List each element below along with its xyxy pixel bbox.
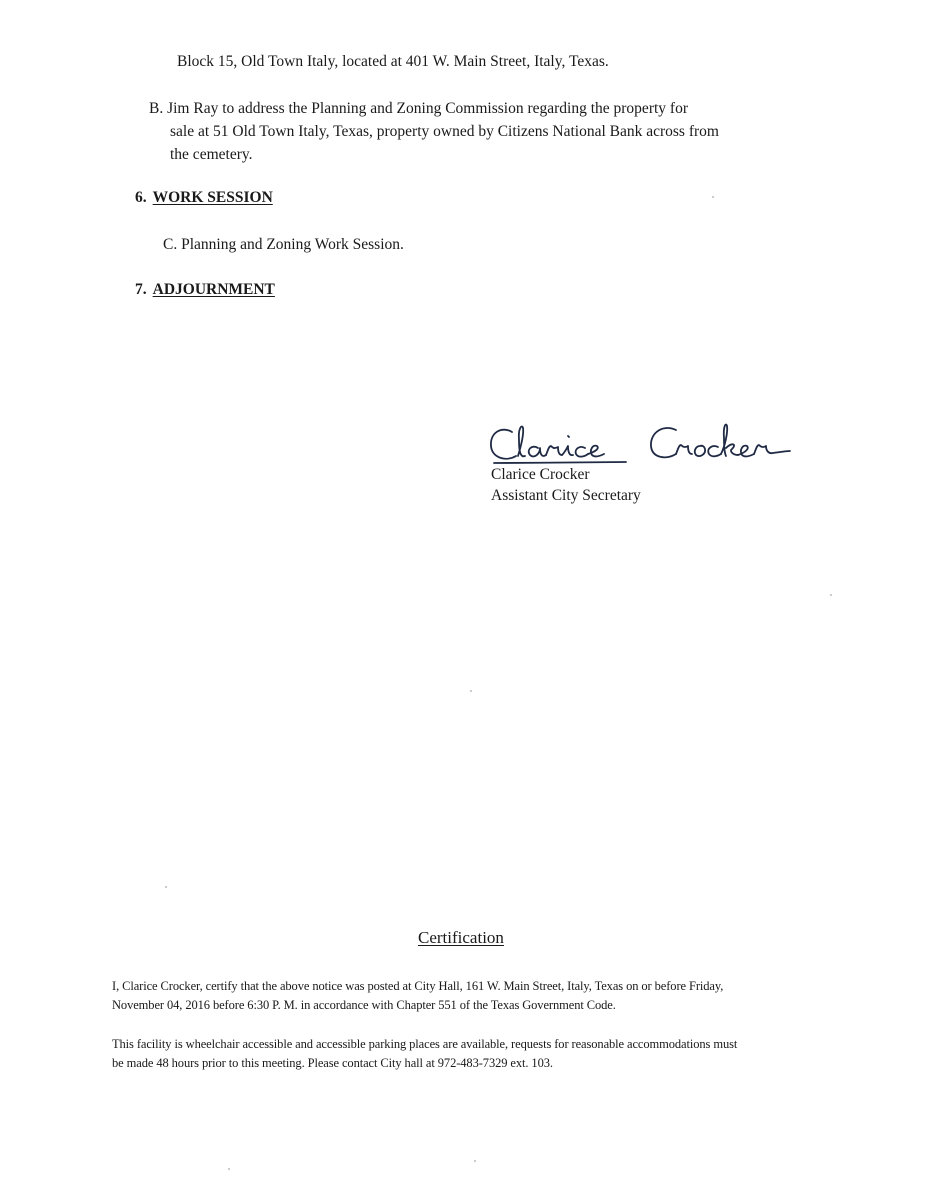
item-b-line-2: sale at 51 Old Town Italy, Texas, property owned by Citizens National Bank across from	[170, 123, 719, 140]
certification-title: Certification	[418, 928, 504, 947]
scan-speck	[228, 1168, 230, 1170]
signer-title: Assistant City Secretary	[491, 487, 641, 504]
section-7-number: 7.	[135, 281, 147, 298]
scan-speck	[474, 1160, 476, 1162]
scan-speck	[712, 196, 714, 198]
item-a-continuation: Block 15, Old Town Italy, located at 401 W. Main Street, Italy, Texas.	[177, 53, 609, 70]
scan-speck	[165, 886, 167, 888]
certification-para-1-line-1: I, Clarice Crocker, certify that the above notice was posted at City Hall, 161 W. Main Street, Italy, Texas on or before Friday,	[112, 979, 724, 993]
scan-speck	[470, 690, 472, 692]
signer-name: Clarice Crocker	[491, 466, 590, 483]
item-b-line-3: the cemetery.	[170, 146, 253, 163]
section-7-heading	[135, 281, 275, 299]
scan-speck	[830, 594, 832, 596]
signature-image	[488, 418, 798, 468]
certification-para-2-line-1: This facility is wheelchair accessible and accessible parking places are available, requests for reasonable accommodations must	[112, 1037, 738, 1051]
section-6-heading	[135, 189, 273, 207]
section-6-number: 6.	[135, 189, 147, 206]
item-b-line-1: B. Jim Ray to address the Planning and Zoning Commission regarding the property for	[149, 100, 688, 117]
section-7-title: ADJOURNMENT	[152, 281, 275, 298]
item-c: C. Planning and Zoning Work Session.	[163, 236, 404, 253]
certification-para-2-line-2: be made 48 hours prior to this meeting. Please contact City hall at 972-483-7329 ext. 103.	[112, 1056, 553, 1070]
section-6-title: WORK SESSION	[152, 189, 273, 206]
certification-para-1-line-2: November 04, 2016 before 6:30 P. M. in accordance with Chapter 551 of the Texas Government Code.	[112, 998, 616, 1012]
